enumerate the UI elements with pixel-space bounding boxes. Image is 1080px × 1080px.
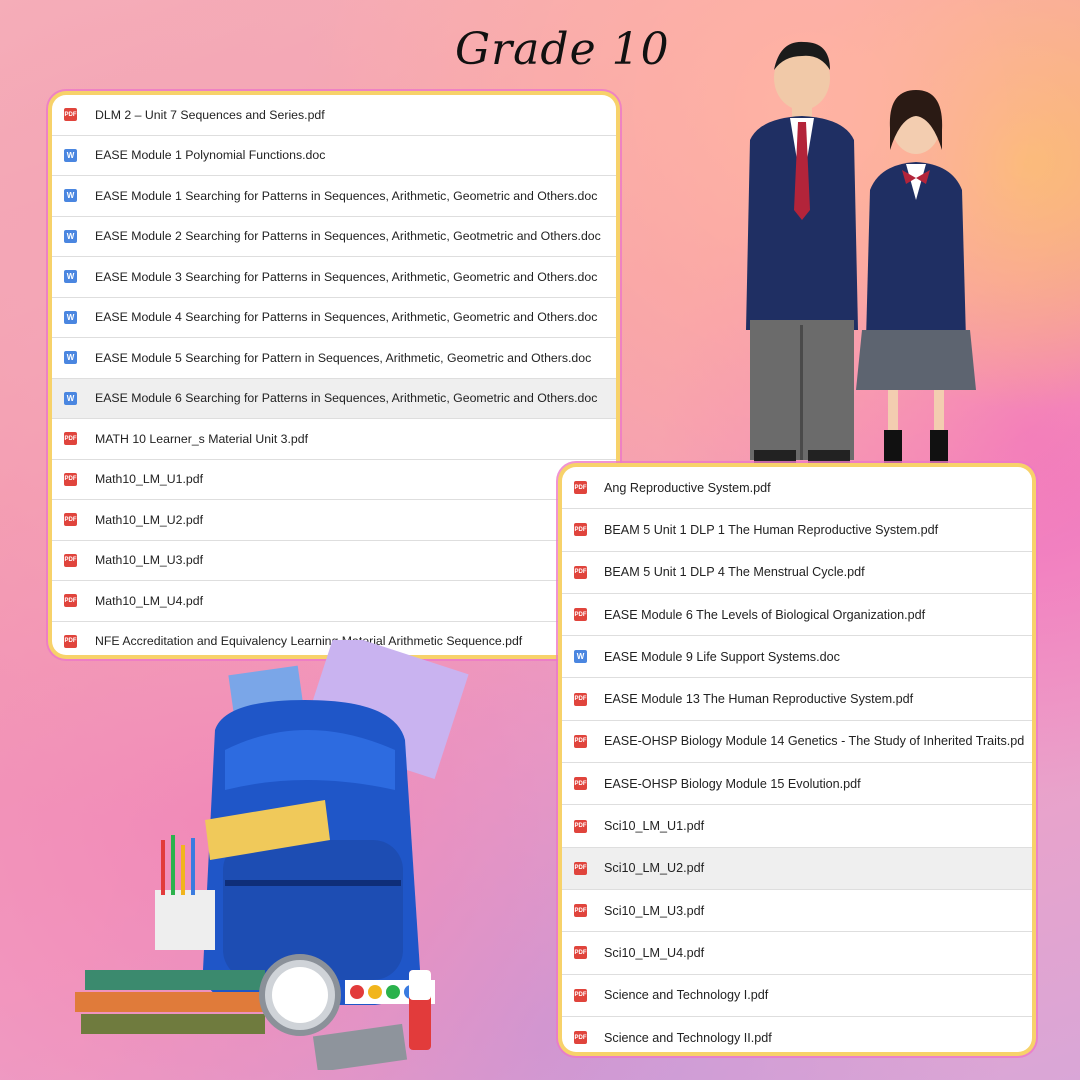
- file-row[interactable]: [562, 721, 1032, 763]
- file-row[interactable]: [562, 805, 1032, 847]
- pdf-file-icon: PDF: [64, 594, 77, 607]
- file-row[interactable]: [52, 176, 616, 217]
- pdf-file-icon: PDF: [574, 820, 587, 833]
- math-file-list: [52, 95, 616, 655]
- file-row[interactable]: [52, 460, 616, 501]
- file-row[interactable]: [562, 763, 1032, 805]
- file-name: Sci10_LM_U1.pdf: [604, 819, 705, 834]
- file-row[interactable]: [562, 678, 1032, 720]
- file-row[interactable]: [52, 419, 616, 460]
- file-name: EASE Module 9 Life Support Systems.doc: [604, 649, 840, 664]
- pdf-file-icon: PDF: [574, 608, 587, 621]
- file-name: Science and Technology I.pdf: [604, 988, 769, 1003]
- word-doc-icon: W: [64, 230, 77, 243]
- word-doc-icon: W: [64, 392, 77, 405]
- word-doc-icon: W: [574, 650, 587, 663]
- file-name: EASE Module 13 The Human Reproductive System.pdf: [604, 692, 914, 707]
- pdf-file-icon: PDF: [574, 989, 587, 1002]
- file-row[interactable]: [562, 975, 1032, 1017]
- file-name: BEAM 5 Unit 1 DLP 1 The Human Reproductive System.pdf: [604, 522, 939, 537]
- file-row[interactable]: [52, 217, 616, 258]
- backpack-scene-image: [75, 640, 495, 1070]
- pdf-file-icon: PDF: [574, 566, 587, 579]
- file-name: Sci10_LM_U3.pdf: [604, 903, 705, 918]
- page-title: Grade 10: [455, 24, 670, 75]
- file-name: EASE Module 6 The Levels of Biological Organization.pdf: [604, 607, 926, 622]
- pdf-file-icon: PDF: [574, 693, 587, 706]
- file-name: Math10_LM_U2.pdf: [95, 512, 204, 527]
- file-row[interactable]: [562, 890, 1032, 932]
- pdf-file-icon: PDF: [574, 946, 587, 959]
- file-name: EASE Module 6 Searching for Patterns in Sequences, Arithmetic, Geometric and Others.doc: [95, 391, 598, 406]
- word-doc-icon: W: [64, 311, 77, 324]
- pdf-file-icon: PDF: [64, 473, 77, 486]
- pdf-file-icon: PDF: [64, 108, 77, 121]
- file-row[interactable]: [562, 848, 1032, 890]
- file-name: Science and Technology II.pdf: [604, 1030, 772, 1045]
- file-name: MATH 10 Learner_s Material Unit 3.pdf: [95, 431, 309, 446]
- file-name: Sci10_LM_U2.pdf: [604, 861, 705, 876]
- file-row[interactable]: [562, 552, 1032, 594]
- pdf-file-icon: PDF: [64, 513, 77, 526]
- file-row[interactable]: [52, 379, 616, 420]
- file-row[interactable]: [52, 500, 616, 541]
- pdf-file-icon: PDF: [574, 523, 587, 536]
- pdf-file-icon: PDF: [574, 481, 587, 494]
- file-row[interactable]: [562, 594, 1032, 636]
- file-name: Ang Reproductive System.pdf: [604, 480, 771, 495]
- file-name: Math10_LM_U4.pdf: [95, 593, 204, 608]
- students-image: [720, 40, 990, 470]
- pdf-file-icon: PDF: [574, 1031, 587, 1044]
- file-name: EASE Module 1 Polynomial Functions.doc: [95, 148, 326, 163]
- pdf-file-icon: PDF: [64, 554, 77, 567]
- pdf-file-icon: PDF: [64, 635, 77, 648]
- word-doc-icon: W: [64, 270, 77, 283]
- file-name: EASE Module 1 Searching for Patterns in Sequences, Arithmetic, Geometric and Others.doc: [95, 188, 598, 203]
- file-name: EASE Module 3 Searching for Patterns in Sequences, Arithmetic, Geometric and Others.doc: [95, 269, 598, 284]
- pdf-file-icon: PDF: [574, 735, 587, 748]
- file-row[interactable]: [562, 932, 1032, 974]
- science-file-list: [562, 467, 1032, 1052]
- file-name: Math10_LM_U3.pdf: [95, 553, 204, 568]
- file-name: Sci10_LM_U4.pdf: [604, 945, 705, 960]
- file-row[interactable]: [52, 298, 616, 339]
- file-row[interactable]: [52, 541, 616, 582]
- file-name: DLM 2 – Unit 7 Sequences and Series.pdf: [95, 107, 325, 122]
- file-name: EASE Module 5 Searching for Pattern in Sequences, Arithmetic, Geometric and Others.doc: [95, 350, 592, 365]
- file-row[interactable]: [52, 338, 616, 379]
- file-row[interactable]: [52, 257, 616, 298]
- word-doc-icon: W: [64, 351, 77, 364]
- word-doc-icon: W: [64, 189, 77, 202]
- file-row[interactable]: [52, 136, 616, 177]
- file-row[interactable]: [562, 1017, 1032, 1052]
- file-row[interactable]: [562, 636, 1032, 678]
- file-name: EASE Module 4 Searching for Patterns in Sequences, Arithmetic, Geometric and Others.doc: [95, 310, 598, 325]
- file-name: EASE-OHSP Biology Module 14 Genetics - The Study of Inherited Traits.pd: [604, 734, 1025, 749]
- word-doc-icon: W: [64, 149, 77, 162]
- file-row[interactable]: [52, 581, 616, 622]
- file-row[interactable]: [52, 95, 616, 136]
- file-name: EASE-OHSP Biology Module 15 Evolution.pdf: [604, 776, 861, 791]
- file-name: Math10_LM_U1.pdf: [95, 472, 204, 487]
- file-name: EASE Module 2 Searching for Patterns in Sequences, Arithmetic, Geotmetric and Others.doc: [95, 229, 601, 244]
- pdf-file-icon: PDF: [574, 777, 587, 790]
- file-name: NFE Accreditation and Equivalency Learning Material Arithmetic Sequence.pdf: [95, 634, 523, 649]
- pdf-file-icon: PDF: [574, 904, 587, 917]
- pdf-file-icon: PDF: [64, 432, 77, 445]
- file-name: BEAM 5 Unit 1 DLP 4 The Menstrual Cycle.pdf: [604, 565, 865, 580]
- file-row[interactable]: [562, 509, 1032, 551]
- file-row[interactable]: [562, 467, 1032, 509]
- pdf-file-icon: PDF: [574, 862, 587, 875]
